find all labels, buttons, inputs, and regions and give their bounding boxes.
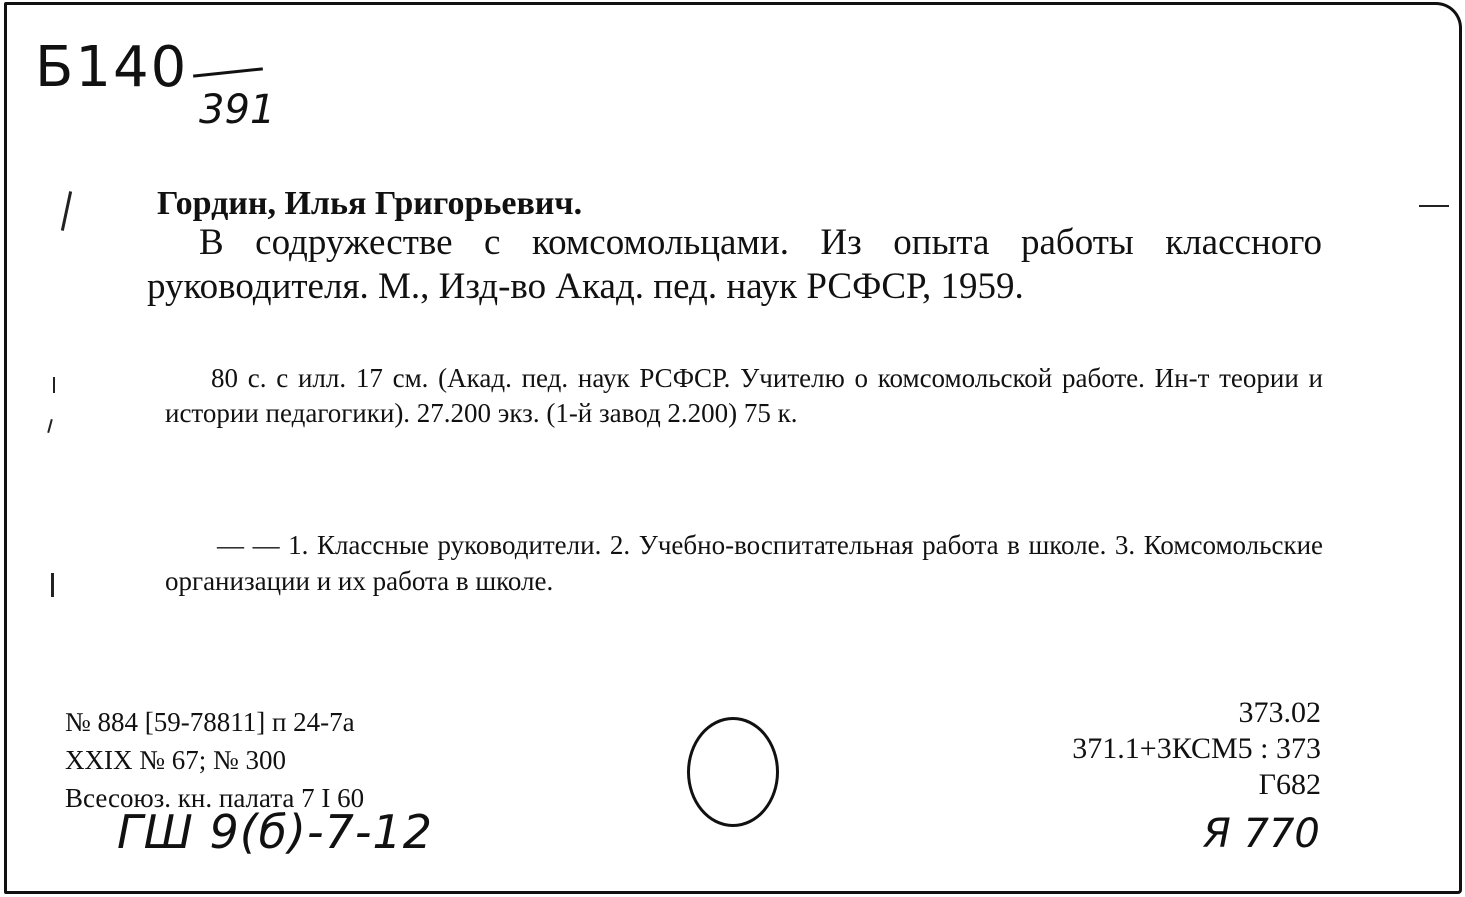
title-imprint: В содружестве с комсомольцами. Из опыта работы классного руководителя. М., Изд-во Акад. пед. наук РСФСР, 1959. [147, 222, 1322, 307]
subject-headings: — — 1. Классные руководители. 2. Учебно-воспитательная работа в школе. 3. Комсомольские организации и их работа в школе. [165, 530, 1323, 596]
scan-speck [51, 573, 54, 597]
scan-speck [61, 191, 72, 231]
author-heading: Гордин, Илья Григорьевич. [157, 185, 583, 222]
classification-line: 371.1+3КСМ5 : 373 [1072, 732, 1321, 765]
classification-line: Г682 [1258, 768, 1321, 801]
reference-line: № 884 [59-78811] п 24-7а [65, 707, 355, 737]
scan-speck [1419, 205, 1449, 207]
catalog-card [4, 2, 1462, 894]
acquisition-note: ГШ 9(б)-7-12 [117, 805, 433, 859]
reference-line: Всесоюз. кн. палата 7 I 60 [65, 783, 365, 813]
shelf-mark-fraction-bar [193, 67, 263, 77]
reference-line: XXIX № 67; № 300 [65, 745, 287, 775]
reference-block [65, 703, 364, 817]
classification-block [1072, 695, 1321, 803]
scan-speck [53, 377, 55, 393]
classification-line: 373.02 [1238, 696, 1321, 729]
shelf-mark: Б140 [35, 35, 189, 100]
scan-speck [47, 419, 53, 433]
corner-note: Я 770 [1203, 811, 1320, 857]
shelf-number: 391 [199, 87, 276, 133]
punch-hole [687, 717, 779, 827]
physical-description: 80 с. с илл. 17 см. (Акад. пед. наук РСФСР. Учителю о комсомольской работе. Ин-т теории и истории педагогики). 27.200 экз. (1-й завод 2.200) 75 к. [165, 363, 1323, 428]
